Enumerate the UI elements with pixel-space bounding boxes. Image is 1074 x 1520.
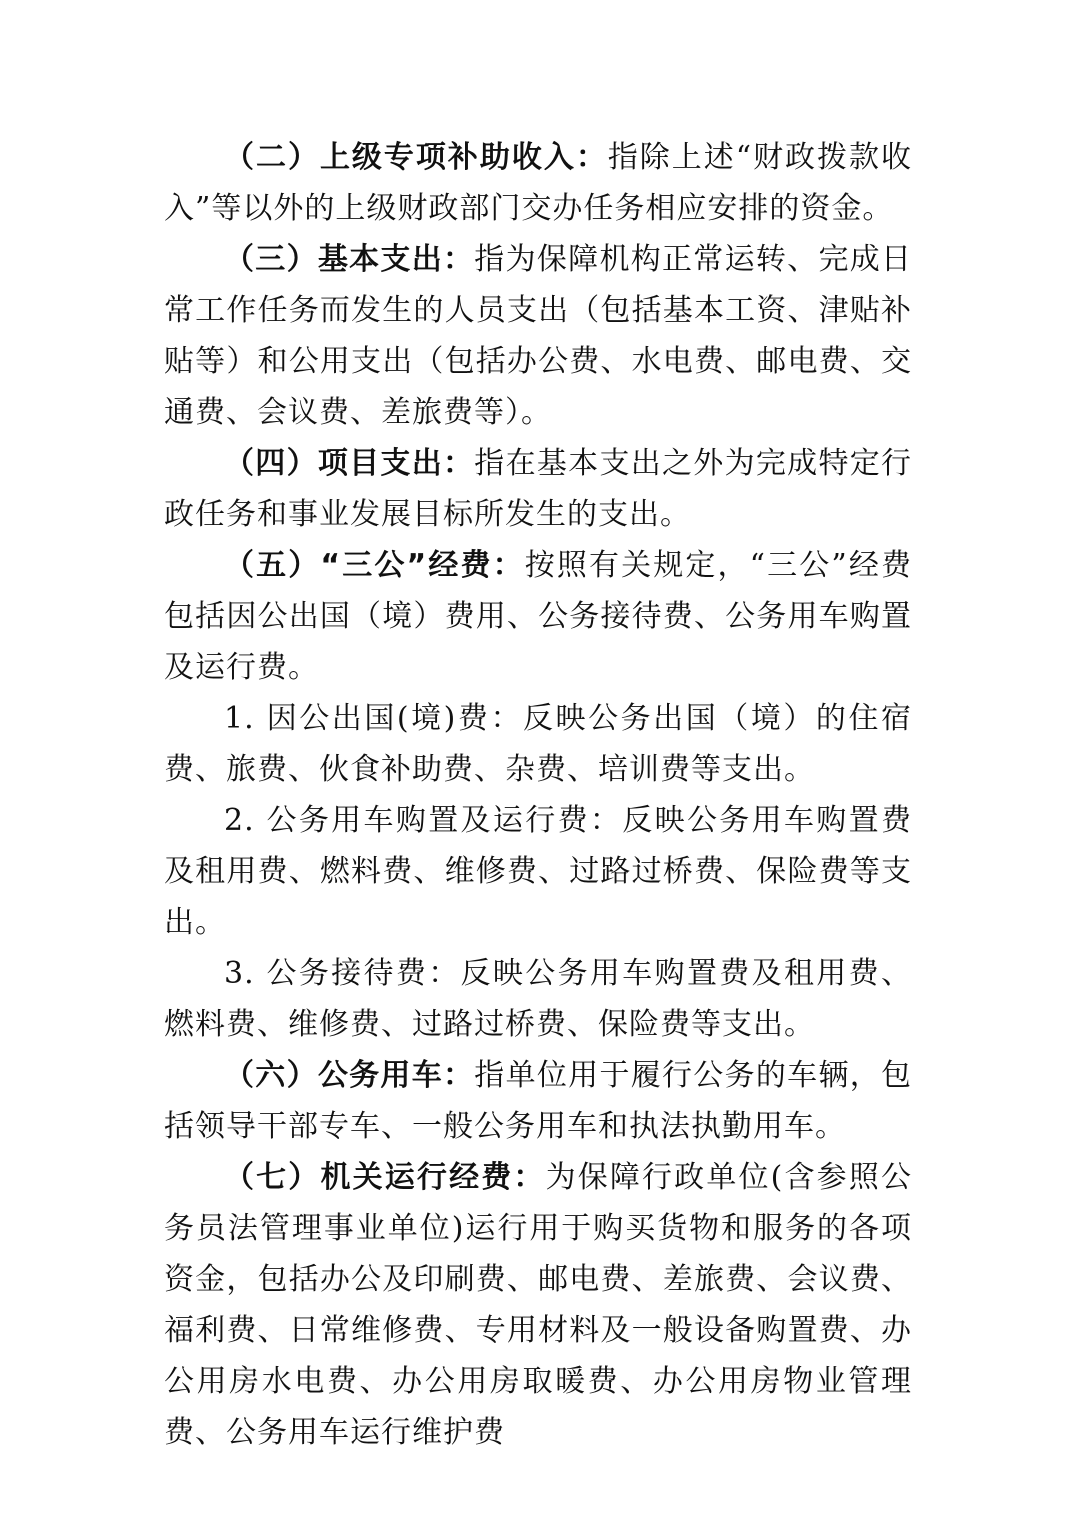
paragraph-project-expenditure bbox=[164, 438, 912, 540]
term-heading: （七）机关运行经费： bbox=[224, 1160, 546, 1195]
paragraph-text: 1. 因公出国(境)费：反映公务出国（境）的住宿费、旅费、伙食补助费、杂费、培训费等支出。 bbox=[164, 701, 912, 787]
paragraph-official-vehicles bbox=[164, 1050, 912, 1152]
paragraph-text: 指单位用于履行公务的车辆，包括领导干部专车、一般公务用车和执法执勤用车。 bbox=[164, 1058, 913, 1144]
paragraph-text: 指在基本支出之外为完成特定行政任务和事业发展目标所发生的支出。 bbox=[164, 446, 913, 532]
term-heading: （五）“三公”经费： bbox=[224, 548, 525, 583]
paragraph-item-reception bbox=[164, 948, 912, 1050]
paragraph-item-overseas-travel bbox=[164, 693, 912, 795]
paragraph-text: 指除上述“财政拨款收入”等以外的上级财政部门交办任务相应安排的资金。 bbox=[164, 140, 913, 226]
paragraph-item-vehicle-purchase bbox=[164, 795, 912, 948]
term-heading: （二）上级专项补助收入： bbox=[224, 140, 608, 175]
paragraph-text: 2. 公务用车购置及运行费：反映公务用车购置费及租用费、燃料费、维修费、过路过桥费、保险费等支出。 bbox=[164, 803, 912, 940]
paragraph-text: 指为保障机构正常运转、完成日常工作任务而发生的人员支出（包括基本工资、津贴补贴等）和公用支出（包括办公费、水电费、邮电费、交通费、会议费、差旅费等）。 bbox=[164, 242, 913, 430]
paragraph-superior-special-subsidy-income bbox=[164, 132, 912, 234]
term-heading: （四）项目支出： bbox=[224, 446, 475, 481]
paragraph-basic-expenditure bbox=[164, 234, 912, 438]
paragraph-text: 为保障行政单位(含参照公务员法管理事业单位)运行用于购买货物和服务的各项资金，包括办公及印刷费、邮电费、差旅费、会议费、福利费、日常维修费、专用材料及一般设备购置费、办公用房水电费、办公用房取暖费、办公用房物业管理费、公务用车运行维护费 bbox=[164, 1160, 912, 1450]
document-page bbox=[164, 132, 912, 1458]
paragraph-text: 3. 公务接待费：反映公务用车购置费及租用费、燃料费、维修费、过路过桥费、保险费等支出。 bbox=[164, 956, 912, 1042]
paragraph-text: 按照有关规定，“三公”经费包括因公出国（境）费用、公务接待费、公务用车购置及运行费。 bbox=[164, 548, 912, 685]
term-heading: （三）基本支出： bbox=[224, 242, 475, 277]
paragraph-operating-expenses bbox=[164, 1152, 912, 1458]
paragraph-three-public-funds bbox=[164, 540, 912, 693]
term-heading: （六）公务用车： bbox=[224, 1058, 475, 1093]
